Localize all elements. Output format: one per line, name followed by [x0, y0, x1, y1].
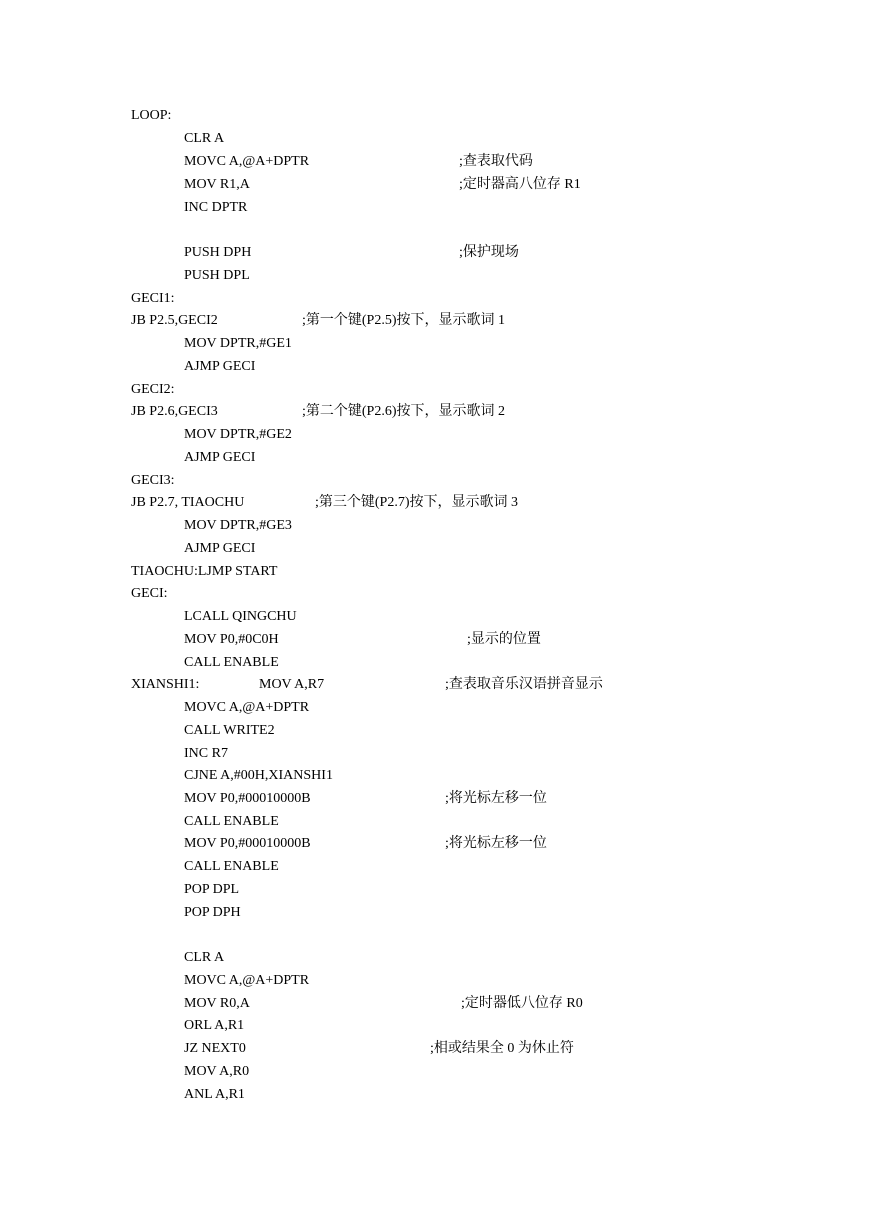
- code-instruction: CALL ENABLE: [184, 814, 279, 829]
- code-line: [0, 492, 869, 514]
- code-instruction: JZ NEXT0: [184, 1041, 246, 1056]
- code-line: [0, 1015, 869, 1037]
- code-comment: ;显示的位置: [467, 632, 541, 647]
- code-instruction: CJNE A,#00H,XIANSHI1: [184, 768, 333, 783]
- code-instruction: MOV R0,A: [184, 996, 250, 1011]
- code-line: [0, 105, 869, 127]
- code-line: [0, 288, 869, 310]
- code-line: [0, 652, 869, 674]
- code-line: [0, 265, 869, 287]
- code-instruction: PUSH DPL: [184, 268, 250, 283]
- code-line: [0, 242, 869, 264]
- code-line: [0, 743, 869, 765]
- code-instruction: MOV DPTR,#GE1: [184, 336, 292, 351]
- code-label: JB P2.5,GECI2: [131, 313, 218, 328]
- code-line: [0, 401, 869, 423]
- code-instruction: CALL ENABLE: [184, 859, 279, 874]
- code-instruction: MOVC A,@A+DPTR: [184, 700, 310, 715]
- code-comment: ;第三个键(P2.7)按下，显示歌词 3: [315, 495, 518, 510]
- code-line: [0, 811, 869, 833]
- code-line: [0, 1061, 869, 1083]
- code-instruction: CALL ENABLE: [184, 655, 279, 670]
- code-instruction: MOV P0,#00010000B: [184, 791, 311, 806]
- code-instruction: MOV A,R0: [184, 1064, 250, 1079]
- code-instruction: AJMP GECI: [184, 359, 256, 374]
- code-line: [0, 470, 869, 492]
- code-line: [0, 970, 869, 992]
- code-line: [0, 333, 869, 355]
- code-instruction: CALL WRITE2: [184, 723, 275, 738]
- code-line: [0, 151, 869, 173]
- code-line: [0, 720, 869, 742]
- code-comment: ;将光标左移一位: [445, 836, 547, 851]
- code-line: [0, 993, 869, 1015]
- code-instruction: LCALL QINGCHU: [184, 609, 297, 624]
- code-label: GECI3:: [131, 473, 175, 488]
- code-line: [0, 583, 869, 605]
- code-instruction: INC DPTR: [184, 200, 248, 215]
- code-comment: ;定时器高八位存 R1: [459, 177, 581, 192]
- code-comment: ;查表取音乐汉语拼音显示: [445, 677, 603, 692]
- code-line: [0, 947, 869, 969]
- code-label: JB P2.6,GECI3: [131, 404, 218, 419]
- code-line: [0, 447, 869, 469]
- code-label: GECI1:: [131, 291, 175, 306]
- code-comment: ;保护现场: [459, 245, 519, 260]
- code-instruction: MOV P0,#00010000B: [184, 836, 311, 851]
- code-instruction: PUSH DPH: [184, 245, 252, 260]
- code-line: [0, 561, 869, 583]
- code-line: [0, 515, 869, 537]
- code-instruction: ANL A,R1: [184, 1087, 245, 1102]
- code-label: TIAOCHU:LJMP START: [131, 564, 278, 579]
- code-instruction: MOV DPTR,#GE2: [184, 427, 292, 442]
- code-line: [0, 629, 869, 651]
- code-instruction: MOV A,R7: [259, 677, 325, 692]
- code-line: [0, 765, 869, 787]
- code-instruction: AJMP GECI: [184, 450, 256, 465]
- code-instruction: CLR A: [184, 131, 225, 146]
- code-instruction: MOV P0,#0C0H: [184, 632, 279, 647]
- code-line: [0, 174, 869, 196]
- code-line: [0, 197, 869, 219]
- code-line: [0, 538, 869, 560]
- code-line: [0, 902, 869, 924]
- code-comment: ;第一个键(P2.5)按下，显示歌词 1: [302, 313, 505, 328]
- code-line: [0, 424, 869, 446]
- code-comment: ;相或结果全 0 为休止符: [430, 1041, 574, 1056]
- code-line: [0, 1084, 869, 1106]
- code-instruction: CLR A: [184, 950, 225, 965]
- code-comment: ;查表取代码: [459, 154, 533, 169]
- code-instruction: AJMP GECI: [184, 541, 256, 556]
- code-line: [0, 356, 869, 378]
- code-instruction: MOVC A,@A+DPTR: [184, 973, 310, 988]
- code-line: [0, 1038, 869, 1060]
- code-line: [0, 310, 869, 332]
- code-label: GECI:: [131, 586, 168, 601]
- code-instruction: INC R7: [184, 746, 228, 761]
- code-instruction: POP DPL: [184, 882, 240, 897]
- code-line: [0, 674, 869, 696]
- code-instruction: MOV R1,A: [184, 177, 250, 192]
- code-instruction: MOVC A,@A+DPTR: [184, 154, 310, 169]
- code-instruction: ORL A,R1: [184, 1018, 245, 1033]
- code-line: [0, 697, 869, 719]
- code-line: [0, 833, 869, 855]
- code-comment: ;将光标左移一位: [445, 791, 547, 806]
- code-instruction: MOV DPTR,#GE3: [184, 518, 292, 533]
- code-label: XIANSHI1:: [131, 677, 200, 692]
- code-line: [0, 606, 869, 628]
- code-comment: ;第二个键(P2.6)按下，显示歌词 2: [302, 404, 505, 419]
- code-comment: ;定时器低八位存 R0: [461, 996, 583, 1011]
- code-line: [0, 788, 869, 810]
- code-label: JB P2.7, TIAOCHU: [131, 495, 245, 510]
- code-instruction: POP DPH: [184, 905, 241, 920]
- code-line: [0, 128, 869, 150]
- code-line: [0, 856, 869, 878]
- code-line: [0, 879, 869, 901]
- code-label: LOOP:: [131, 108, 172, 123]
- code-line: [0, 379, 869, 401]
- code-label: GECI2:: [131, 382, 175, 397]
